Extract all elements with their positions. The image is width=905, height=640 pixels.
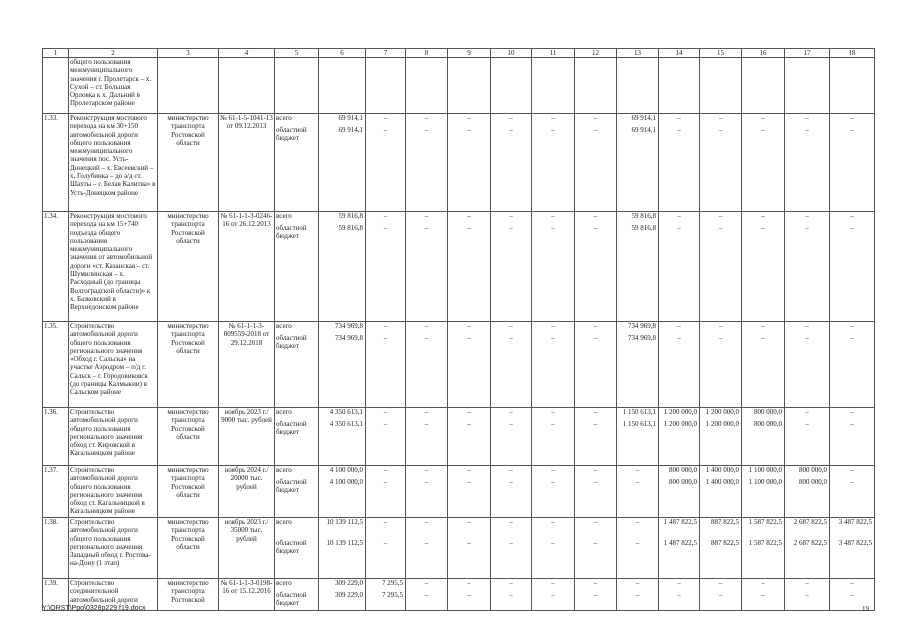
value-cell: – xyxy=(406,114,448,126)
value-cell: – xyxy=(406,408,448,420)
value-cell: 10 139 112,5 xyxy=(319,539,366,579)
object-name-cell: Строительство автомобильной дороги общего пользования регионального значения «Обход г. Сальска» на участке Аэродром – п/д г. Сальск – г. Городовиковск (до границы Калмыкии) в Сальском районе xyxy=(69,322,158,408)
value-cell: – xyxy=(659,126,700,212)
value-cell: – xyxy=(448,420,491,466)
funding-source-cell: всего xyxy=(275,408,319,420)
value-cell: – xyxy=(532,579,575,591)
value-cell: – xyxy=(617,518,659,539)
document-cell: ноябрь 2023 г./ 35000 тыс. рублей xyxy=(219,518,275,579)
value-cell: – xyxy=(406,420,448,466)
value-cell: – xyxy=(830,579,875,591)
value-cell: – xyxy=(491,224,532,322)
object-name-cell: Строительство автомобильной дороги общего пользования регионального значения обход ст. Кагальницкой в Кагальницком районе xyxy=(69,466,158,518)
value-cell: – xyxy=(448,591,491,611)
value-cell: – xyxy=(366,539,406,579)
value-cell: – xyxy=(700,212,742,224)
object-name-cell: общего пользования межмуниципального значения г. Пролетарск – х. Сухой – ст. Большая Орловка к х. Дальний в Пролетарском районе xyxy=(69,58,158,114)
value-cell: – xyxy=(742,126,785,212)
value-cell: 1 400 000,0 xyxy=(700,466,742,478)
value-cell: – xyxy=(575,591,617,611)
customer-cell: министерство транспорта Ростовской области xyxy=(158,408,219,466)
value-cell: – xyxy=(532,224,575,322)
table-row xyxy=(43,322,875,334)
column-header: 1 xyxy=(43,49,69,58)
object-name-cell: Строительство автомобильной дороги общего пользования регионального значения Западный обход г. Ростова-на-Дону (1 этап) xyxy=(69,518,158,579)
row-number: 1.33. xyxy=(43,114,69,212)
value-cell: – xyxy=(575,212,617,224)
value-cell: – xyxy=(659,591,700,611)
funding-source-cell: областной бюджет xyxy=(275,126,319,212)
value-cell: – xyxy=(742,579,785,591)
value-cell: – xyxy=(575,579,617,591)
funding-source-cell: областной бюджет xyxy=(275,591,319,611)
column-header: 18 xyxy=(830,49,875,58)
value-cell: – xyxy=(785,126,830,212)
funding-source-cell: всего xyxy=(275,212,319,224)
value-cell: – xyxy=(742,322,785,334)
value-cell: – xyxy=(532,334,575,408)
value-cell: – xyxy=(448,478,491,518)
funding-source-cell: областной бюджет xyxy=(275,539,319,579)
value-cell: – xyxy=(830,591,875,611)
value-cell: – xyxy=(830,420,875,466)
value-cell: 4 100 000,0 xyxy=(319,478,366,518)
value-cell: – xyxy=(406,224,448,322)
value-cell: – xyxy=(830,212,875,224)
value-cell: – xyxy=(575,224,617,322)
value-cell: – xyxy=(491,579,532,591)
value-cell: – xyxy=(575,322,617,334)
customer-cell: министерство транспорта Ростовской области xyxy=(158,466,219,518)
value-cell: – xyxy=(406,126,448,212)
value-cell: – xyxy=(617,478,659,518)
funding-source-cell: всего xyxy=(275,322,319,334)
value-cell: 734 969,8 xyxy=(319,322,366,334)
object-name-cell: Строительство автомобильной дороги общего пользования регионального значения обход ст. Кировской в Кагальницком районе xyxy=(69,408,158,466)
column-header: 14 xyxy=(659,49,700,58)
value-cell: – xyxy=(659,224,700,322)
value-cell: 887 822,5 xyxy=(700,539,742,579)
value-cell: – xyxy=(532,420,575,466)
customer-cell: министерство транспорта Ростовской области xyxy=(158,114,219,212)
value-cell: – xyxy=(448,408,491,420)
value-cell: – xyxy=(366,478,406,518)
value-cell: 800 000,0 xyxy=(785,466,830,478)
value-cell: 1 587 822,5 xyxy=(742,539,785,579)
value-cell: – xyxy=(830,478,875,518)
value-cell: – xyxy=(532,408,575,420)
value-cell: 4 350 613,1 xyxy=(319,420,366,466)
column-header: 7 xyxy=(366,49,406,58)
value-cell: – xyxy=(406,591,448,611)
table-row xyxy=(43,408,875,420)
value-cell: 1 100 000,0 xyxy=(742,466,785,478)
value-cell: – xyxy=(491,114,532,126)
value-cell: – xyxy=(448,212,491,224)
continuation-row xyxy=(43,58,875,114)
row-number: 1.35. xyxy=(43,322,69,408)
value-cell: – xyxy=(700,334,742,408)
column-header: 3 xyxy=(158,49,219,58)
value-cell: – xyxy=(448,126,491,212)
document-cell: ноябрь 2024 г./ 20000 тыс. рублей xyxy=(219,466,275,518)
value-cell: 1 587 822,5 xyxy=(742,518,785,539)
value-cell: 800 000,0 xyxy=(742,420,785,466)
value-cell: – xyxy=(491,539,532,579)
value-cell: – xyxy=(742,114,785,126)
value-cell: – xyxy=(785,224,830,322)
value-cell: – xyxy=(617,579,659,591)
value-cell: 1 200 000,0 xyxy=(659,408,700,420)
funding-source-cell: всего xyxy=(275,518,319,539)
column-header: 4 xyxy=(219,49,275,58)
column-number-row xyxy=(43,49,875,58)
value-cell: – xyxy=(830,466,875,478)
value-cell: 69 914,1 xyxy=(319,114,366,126)
value-cell: 1 200 000,0 xyxy=(700,408,742,420)
value-cell: – xyxy=(700,579,742,591)
value-cell: – xyxy=(406,322,448,334)
value-cell: – xyxy=(700,224,742,322)
customer-cell: министерство транспорта Ростовской области xyxy=(158,212,219,322)
column-header: 13 xyxy=(617,49,659,58)
value-cell: – xyxy=(532,114,575,126)
document-cell: № 61-1-1-3-0246-16 от 26.12.2013 xyxy=(219,212,275,322)
value-cell: 3 487 822,5 xyxy=(830,539,875,579)
value-cell: 59 816,8 xyxy=(617,212,659,224)
funding-source-cell: областной бюджет xyxy=(275,224,319,322)
value-cell: – xyxy=(575,539,617,579)
value-cell: – xyxy=(491,334,532,408)
value-cell: – xyxy=(366,212,406,224)
value-cell: 1 200 000,0 xyxy=(700,420,742,466)
value-cell: – xyxy=(785,579,830,591)
value-cell: – xyxy=(448,466,491,478)
value-cell: – xyxy=(830,408,875,420)
value-cell: – xyxy=(785,420,830,466)
value-cell: – xyxy=(491,518,532,539)
value-cell: – xyxy=(406,212,448,224)
value-cell: – xyxy=(830,224,875,322)
value-cell: – xyxy=(366,408,406,420)
value-cell: 1 487 822,5 xyxy=(659,539,700,579)
value-cell: – xyxy=(785,408,830,420)
investment-table xyxy=(42,48,875,611)
value-cell: 734 969,8 xyxy=(617,322,659,334)
table-row xyxy=(43,212,875,224)
value-cell: – xyxy=(575,466,617,478)
funding-source-cell: всего xyxy=(275,579,319,591)
value-cell: – xyxy=(491,126,532,212)
value-cell: 7 295,5 xyxy=(366,579,406,591)
value-cell: – xyxy=(406,579,448,591)
file-path: Y:\ORST\Ppo\0328p229.f19.docx xyxy=(42,605,146,612)
value-cell: 1 200 000,0 xyxy=(659,420,700,466)
column-header: 9 xyxy=(448,49,491,58)
value-cell: – xyxy=(366,420,406,466)
value-cell: 4 350 613,1 xyxy=(319,408,366,420)
value-cell: – xyxy=(491,408,532,420)
value-cell: – xyxy=(785,334,830,408)
row-number: 1.36. xyxy=(43,408,69,466)
value-cell: – xyxy=(491,322,532,334)
value-cell: – xyxy=(491,420,532,466)
value-cell: – xyxy=(659,334,700,408)
value-cell: – xyxy=(491,212,532,224)
value-cell: – xyxy=(785,114,830,126)
value-cell: – xyxy=(366,224,406,322)
column-header: 12 xyxy=(575,49,617,58)
row-number: 1.37. xyxy=(43,466,69,518)
value-cell: – xyxy=(406,334,448,408)
object-name-cell: Реконструкция мостового перехода на км 30+150 автомобильной дороги общего пользования межмуниципального значения пос. Усть-Донецкий – х. Евсеевский – х. Голубинка – до а/д ст. Шахты – г. Белая Калитва» в Усть-Донецком районе xyxy=(69,114,158,212)
funding-source-cell: областной бюджет xyxy=(275,334,319,408)
value-cell: – xyxy=(575,114,617,126)
value-cell: 1 150 613,1 xyxy=(617,420,659,466)
value-cell: – xyxy=(700,322,742,334)
column-header: 8 xyxy=(406,49,448,58)
value-cell: – xyxy=(366,334,406,408)
value-cell: – xyxy=(406,478,448,518)
value-cell: – xyxy=(406,466,448,478)
value-cell: – xyxy=(532,126,575,212)
value-cell: – xyxy=(448,322,491,334)
value-cell: 69 914,1 xyxy=(617,114,659,126)
document-cell: № 61-1-1-3-0198-16 от 15.12.2016 xyxy=(219,579,275,611)
value-cell: 1 487 822,5 xyxy=(659,518,700,539)
value-cell: – xyxy=(491,466,532,478)
value-cell: – xyxy=(366,322,406,334)
value-cell: – xyxy=(742,591,785,611)
value-cell: – xyxy=(448,334,491,408)
value-cell: – xyxy=(575,518,617,539)
value-cell: – xyxy=(830,126,875,212)
value-cell: 59 816,8 xyxy=(319,212,366,224)
column-header: 11 xyxy=(532,49,575,58)
value-cell: – xyxy=(742,212,785,224)
value-cell: 1 100 000,0 xyxy=(742,478,785,518)
value-cell: 4 100 000,0 xyxy=(319,466,366,478)
value-cell: 3 487 822,5 xyxy=(830,518,875,539)
value-cell: – xyxy=(532,212,575,224)
value-cell: – xyxy=(406,539,448,579)
value-cell: 69 914,1 xyxy=(319,126,366,212)
value-cell: 2 687 822,5 xyxy=(785,539,830,579)
value-cell: – xyxy=(700,591,742,611)
value-cell: – xyxy=(830,334,875,408)
value-cell: 69 914,1 xyxy=(617,126,659,212)
value-cell: – xyxy=(406,518,448,539)
value-cell: – xyxy=(366,126,406,212)
value-cell: 309 229,0 xyxy=(319,591,366,611)
value-cell: – xyxy=(366,114,406,126)
value-cell: – xyxy=(532,518,575,539)
value-cell: 734 969,8 xyxy=(617,334,659,408)
document-table-container xyxy=(42,48,874,611)
row-number: 1.38. xyxy=(43,518,69,579)
row-number: 1.39. xyxy=(43,579,69,611)
value-cell: – xyxy=(532,322,575,334)
value-cell: – xyxy=(575,408,617,420)
column-header: 15 xyxy=(700,49,742,58)
value-cell: – xyxy=(575,334,617,408)
value-cell: 734 969,8 xyxy=(319,334,366,408)
value-cell: – xyxy=(785,212,830,224)
value-cell: 309 229,0 xyxy=(319,579,366,591)
value-cell: 2 687 822,5 xyxy=(785,518,830,539)
object-name-cell: Строительство соединительной автомобильной дороги xyxy=(69,579,158,611)
table-row xyxy=(43,518,875,539)
customer-cell: министерство транспорта Ростовской xyxy=(158,579,219,611)
value-cell: – xyxy=(575,420,617,466)
value-cell: 1 400 000,0 xyxy=(700,478,742,518)
value-cell: – xyxy=(532,591,575,611)
value-cell: 887 822,5 xyxy=(700,518,742,539)
value-cell: – xyxy=(448,539,491,579)
column-header: 5 xyxy=(275,49,319,58)
value-cell: – xyxy=(448,114,491,126)
value-cell: 10 139 112,5 xyxy=(319,518,366,539)
value-cell: – xyxy=(785,591,830,611)
funding-source-cell: всего xyxy=(275,466,319,478)
value-cell: – xyxy=(366,518,406,539)
value-cell: – xyxy=(830,114,875,126)
value-cell: – xyxy=(617,466,659,478)
value-cell: – xyxy=(742,224,785,322)
value-cell: – xyxy=(491,478,532,518)
value-cell: 1 150 613,1 xyxy=(617,408,659,420)
value-cell: 800 000,0 xyxy=(785,478,830,518)
value-cell: 59 816,8 xyxy=(319,224,366,322)
table-row xyxy=(43,579,875,591)
value-cell: 7 295,5 xyxy=(366,591,406,611)
document-cell: № 61-1-1-3-009559-2018 от 29.12.2018 xyxy=(219,322,275,408)
funding-source-cell: областной бюджет xyxy=(275,420,319,466)
column-header: 17 xyxy=(785,49,830,58)
column-header: 10 xyxy=(491,49,532,58)
value-cell: 59 816,8 xyxy=(617,224,659,322)
document-cell: ноябрь 2023 г./ 9000 тыс. рублей xyxy=(219,408,275,466)
value-cell: – xyxy=(448,518,491,539)
document-cell: № 61-1-5-1041-13 от 09.12.2013 xyxy=(219,114,275,212)
column-header: 2 xyxy=(69,49,158,58)
value-cell: – xyxy=(700,126,742,212)
value-cell: – xyxy=(617,591,659,611)
value-cell: – xyxy=(575,478,617,518)
value-cell: – xyxy=(448,224,491,322)
value-cell: – xyxy=(575,126,617,212)
value-cell: – xyxy=(700,114,742,126)
value-cell: – xyxy=(742,334,785,408)
table-row xyxy=(43,466,875,478)
value-cell: – xyxy=(491,591,532,611)
row-number: 1.34. xyxy=(43,212,69,322)
object-name-cell: Реконструкция мостового перехода на км 15+740 подъезда общего пользования межмуниципального значения от автомобильной дороги «ст. Казанская – ст. Шумилинская – х. Расходный (до границы Волгоградской области)» к х. Базковский в Верхнедонском районе xyxy=(69,212,158,322)
value-cell: – xyxy=(785,322,830,334)
page-number: 19 xyxy=(862,605,869,613)
value-cell: – xyxy=(659,114,700,126)
column-header: 16 xyxy=(742,49,785,58)
value-cell: – xyxy=(532,539,575,579)
column-header: 6 xyxy=(319,49,366,58)
value-cell: – xyxy=(830,322,875,334)
value-cell: – xyxy=(366,466,406,478)
value-cell: – xyxy=(659,212,700,224)
value-cell: – xyxy=(659,322,700,334)
customer-cell: министерство транспорта Ростовской области xyxy=(158,322,219,408)
value-cell: 800 000,0 xyxy=(742,408,785,420)
value-cell: 800 000,0 xyxy=(659,478,700,518)
table-body xyxy=(43,58,875,611)
value-cell: – xyxy=(532,478,575,518)
value-cell: – xyxy=(532,466,575,478)
customer-cell: министерство транспорта Ростовской области xyxy=(158,518,219,579)
funding-source-cell: областной бюджет xyxy=(275,478,319,518)
value-cell: – xyxy=(659,579,700,591)
table-row xyxy=(43,114,875,126)
funding-source-cell: всего xyxy=(275,114,319,126)
value-cell: – xyxy=(617,539,659,579)
value-cell: – xyxy=(448,579,491,591)
value-cell: 800 000,0 xyxy=(659,466,700,478)
